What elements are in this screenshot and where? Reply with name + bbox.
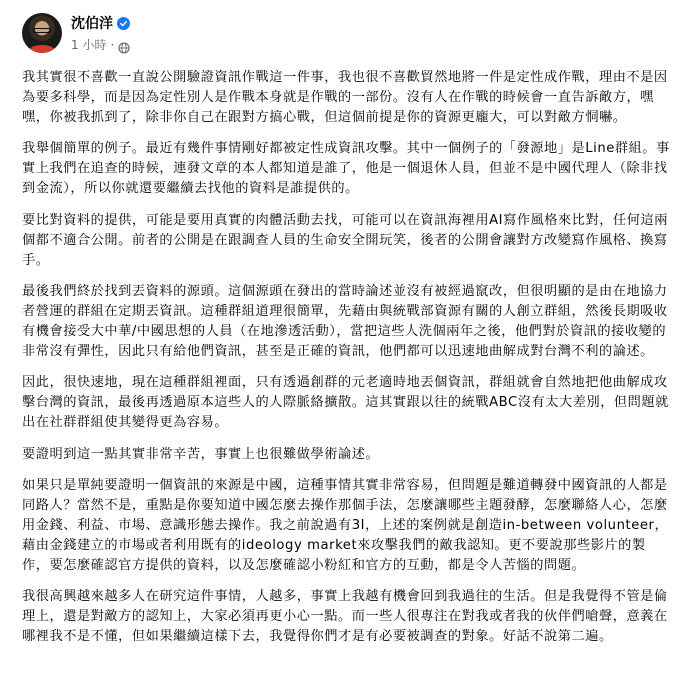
verified-badge-icon xyxy=(117,17,130,30)
post-paragraph: 最後我們終於找到丟資料的源頭。這個源頭在發出的當時論述並沒有被經過竄改，但很明顯的是由在地協力者營運的群組在定期丟資訊。這種群組道理很簡單，先藉由與統戰部資源有關的人創立群組，然後長期吸收有機會接受大中華/中國思想的人員（在地滲透活動），當把這些人洗個兩年之後，他們對於資訊的接收變的非常沒有彈性，因此只有給他們資訊，甚至是正確的資訊，他們都可以迅速地曲解成對台灣不利的論述。 xyxy=(22,283,668,360)
avatar-glasses-shape xyxy=(33,28,51,33)
globe-icon[interactable] xyxy=(118,39,130,51)
author-name-row xyxy=(71,13,130,33)
meta-separator: · xyxy=(110,37,115,52)
post-paragraph: 因此，很快速地，現在這種群組裡面，只有透過創群的元老適時地丟個資訊，群組就會自然地把他曲解成攻擊台灣的資訊，最後再透過原本這些人的人際脈絡擴散。這其實跟以往的統戰ABC沒有太大差別，但問題就出在社群群組使其變得更為容易。 xyxy=(22,375,669,431)
post-paragraph: 我舉個簡單的例子。最近有幾件事情剛好都被定性成資訊攻擊。其中一個例子的「發源地」是Line群組。事實上我們在追查的時候，連發文章的本人都知道是誰了，他是一個退休人員，但並不是中國代理人（除非找到金流），所以你就還要繼續去找他的資料是誰提供的。 xyxy=(22,141,670,197)
post-header xyxy=(22,10,673,56)
avatar-shirt-shape xyxy=(28,45,56,53)
post-sub-meta xyxy=(71,36,130,53)
post-paragraph: 我很高興越來越多人在研究這件事情，人越多，事實上我越有機會回到我過往的生活。但是我覺得不管是倫理上，還是對敵方的認知上，大家必須再更小心一點。而一些人很專注在對我或者我的伙伴們嗆聲，意義在哪裡我不是不懂，但如果繼續這樣下去，我覺得你們才是有必要被調查的對象。好話不說第二遍。 xyxy=(22,589,668,645)
post-paragraph: 要證明到這一點其實非常辛苦，事實上也很難做學術論述。 xyxy=(22,446,380,462)
author-name[interactable]: 沈伯洋 xyxy=(71,16,113,32)
post-meta xyxy=(71,13,130,53)
post-paragraph: 如果只是單純要證明一個資訊的來源是中國，這種事情其實非常容易，但問題是難道轉發中國資訊的人都是同路人？當然不是，重點是你要知道中國怎麼去操作那個手法，怎麼讓哪些主題發酵，怎麼聯絡人心，怎麼用金錢、利益、市場、意識形態去操作。我之前說過有3I，上述的案例就是創造in-between volunteer，藉由金錢建立的市場或者利用既有的ideology market來攻擊我們的敵我認知。更不要說那些影片的製作，要怎麼確認官方提供的資料，以及怎麼確認小粉紅和官方的互動，都是令人苦惱的問題。 xyxy=(22,477,669,573)
post-body xyxy=(22,68,672,647)
author-avatar[interactable] xyxy=(22,13,62,53)
post-paragraph: 要比對資料的提供，可能是要用真實的肉體活動去找，可能可以在資訊海裡用AI寫作風格來比對，任何這兩個都不適合公開。前者的公開是在跟調查人員的生命安全開玩笑，後者的公開會讓對方改變寫作風格、換寫手。 xyxy=(22,212,668,268)
post-paragraph: 我其實很不喜歡一直說公開驗證資訊作戰這一件事，我也很不喜歡貿然地將一件是定性成作戰，理由不是因為要多科學，而是因為定性別人是作戰本身就是作戰的一部份。沒有人在作戰的時候會一直告訴敵方，嘿嘿，你被我抓到了，除非你自己在跟對方搞心戰，但這個前提是你的資源更龐大，可以對敵方恫嚇。 xyxy=(22,70,668,126)
post-timestamp[interactable]: 1 小時 xyxy=(71,38,107,52)
